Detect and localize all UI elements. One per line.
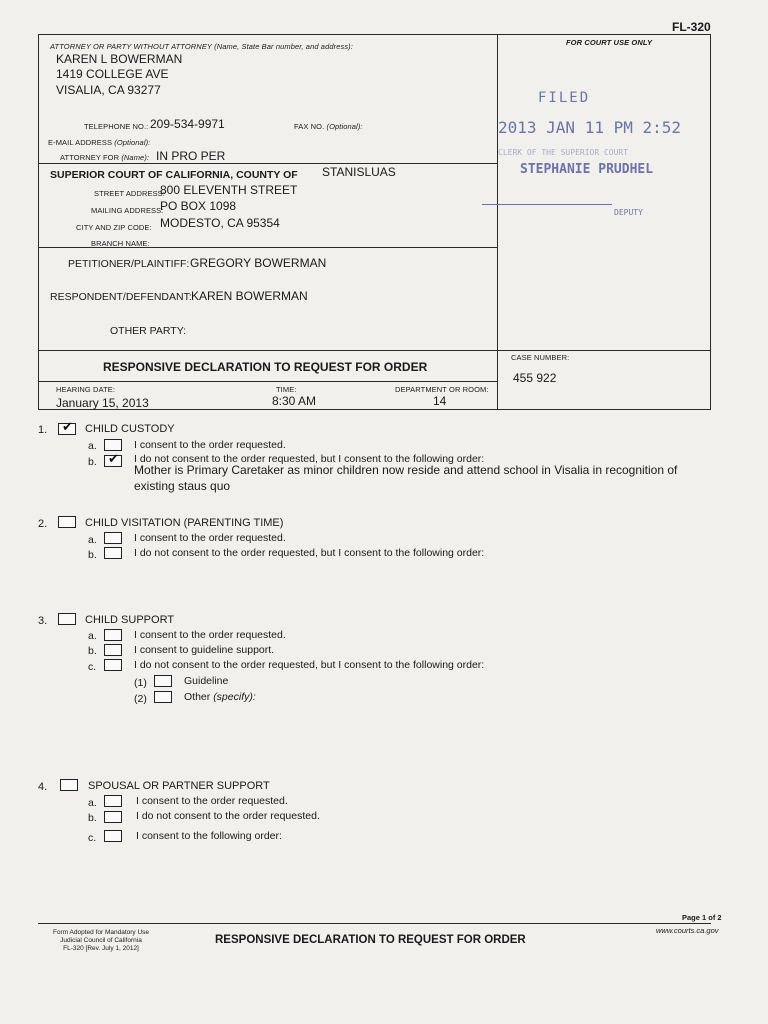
s3-c1-text: Guideline <box>184 675 229 687</box>
form-id: FL-320 <box>672 20 711 34</box>
s1-b-checkbox[interactable] <box>104 455 122 467</box>
s4-title: SPOUSAL OR PARTNER SUPPORT <box>88 780 270 792</box>
s2-title: CHILD VISITATION (PARENTING TIME) <box>85 517 284 529</box>
court-county: STANISLUAS <box>322 165 396 179</box>
s2-number: 2. <box>38 518 48 530</box>
s4-number: 4. <box>38 781 48 793</box>
court-title: SUPERIOR COURT OF CALIFORNIA, COUNTY OF <box>50 169 298 181</box>
street-label: STREET ADDRESS: <box>94 189 165 198</box>
page-number: Page 1 of 2 <box>682 913 722 922</box>
attorney-name: KAREN L BOWERMAN <box>56 52 183 66</box>
s2-b-letter: b. <box>88 549 97 561</box>
form-title: RESPONSIVE DECLARATION TO REQUEST FOR ORDER <box>103 360 428 374</box>
hearing-time-label: TIME: <box>276 385 297 394</box>
stamp-name: STEPHANIE PRUDHEL <box>520 162 654 177</box>
telephone-label: TELEPHONE NO.: <box>84 122 149 131</box>
dept-label: DEPARTMENT OR ROOM: <box>395 385 489 394</box>
email-label: E-MAIL ADDRESS (Optional): <box>48 138 151 147</box>
fax-label: FAX NO. (Optional): <box>294 122 363 131</box>
s3-c-letter: c. <box>88 661 97 673</box>
footer-adopted: Form Adopted for Mandatory Use Judicial Council of California FL-320 [Rev. July 1, 2012] <box>52 929 150 952</box>
other-party-label: OTHER PARTY: <box>110 325 187 337</box>
s1-handwritten-2: existing staus quo <box>134 479 231 493</box>
attorney-label: ATTORNEY OR PARTY WITHOUT ATTORNEY (Name, State Bar number, and address): <box>50 42 353 51</box>
footer-url: www.courts.ca.gov <box>656 926 719 935</box>
s1-number: 1. <box>38 424 48 436</box>
hearing-time-value: 8:30 AM <box>272 394 317 408</box>
attorney-for-label: ATTORNEY FOR (Name): <box>60 153 150 162</box>
s3-c1-number: (1) <box>134 677 147 689</box>
s3-number: 3. <box>38 615 48 627</box>
s3-c2-text: Other (specify): <box>184 691 256 703</box>
s3-c-checkbox[interactable] <box>104 659 122 671</box>
s3-b-letter: b. <box>88 645 97 657</box>
s3-c1-checkbox[interactable] <box>154 675 172 687</box>
mailing-value: PO BOX 1098 <box>160 199 237 213</box>
s4-b-checkbox[interactable] <box>104 811 122 823</box>
s1-a-text: I consent to the order requested. <box>134 439 286 451</box>
s3-b-text: I consent to guideline support. <box>134 644 275 656</box>
s2-b-text: I do not consent to the order requested, but I consent to the following order: <box>134 547 485 559</box>
hearing-date-label: HEARING DATE: <box>56 385 116 394</box>
case-number-label: CASE NUMBER: <box>511 353 570 362</box>
attorney-for-value: IN PRO PER <box>156 149 226 163</box>
stamp-date: 2013 JAN 11 PM 2:52 <box>498 118 682 137</box>
city-value: MODESTO, CA 95354 <box>160 216 280 230</box>
s1-b-letter: b. <box>88 456 97 468</box>
stamp-line <box>482 204 612 205</box>
mailing-label: MAILING ADDRESS: <box>91 206 164 215</box>
s4-c-text: I consent to the following order: <box>136 830 282 842</box>
stamp-deputy: DEPUTY <box>614 208 643 217</box>
footer-rule <box>38 923 711 924</box>
attorney-address1: 1419 COLLEGE AVE <box>56 67 169 81</box>
s4-a-letter: a. <box>88 797 97 809</box>
s1-handwritten-1: Mother is Primary Caretaker as minor children now reside and attend school in Visalia in recognition of <box>134 463 678 477</box>
s3-b-checkbox[interactable] <box>104 644 122 656</box>
s4-b-text: I do not consent to the order requested. <box>136 810 320 822</box>
stamp-filed: FILED <box>538 90 591 106</box>
court-use-label: FOR COURT USE ONLY <box>566 38 653 47</box>
stamp-clerk: CLERK OF THE SUPERIOR COURT <box>498 148 629 157</box>
s2-a-checkbox[interactable] <box>104 532 122 544</box>
s4-c-letter: c. <box>88 832 97 844</box>
s3-checkbox[interactable] <box>58 613 76 625</box>
case-number-value: 455 922 <box>513 371 557 385</box>
dept-value: 14 <box>433 394 447 408</box>
city-label: CITY AND ZIP CODE: <box>76 223 152 232</box>
s2-a-letter: a. <box>88 534 97 546</box>
street-value: 800 ELEVENTH STREET <box>160 183 298 197</box>
attorney-address2: VISALIA, CA 93277 <box>56 83 161 97</box>
s1-a-checkbox[interactable] <box>104 439 122 451</box>
s3-title: CHILD SUPPORT <box>85 614 175 626</box>
s2-checkbox[interactable] <box>58 516 76 528</box>
s4-checkbox[interactable] <box>60 779 78 791</box>
footer-title: RESPONSIVE DECLARATION TO REQUEST FOR ORDER <box>215 934 526 946</box>
respondent-value: KAREN BOWERMAN <box>191 289 308 303</box>
s4-a-text: I consent to the order requested. <box>136 795 288 807</box>
s1-checkbox[interactable] <box>58 423 76 435</box>
petitioner-label: PETITIONER/PLAINTIFF: <box>68 258 190 270</box>
s2-a-text: I consent to the order requested. <box>134 532 286 544</box>
s3-a-checkbox[interactable] <box>104 629 122 641</box>
hearing-date-value: January 15, 2013 <box>56 396 149 410</box>
respondent-label: RESPONDENT/DEFENDANT: <box>50 291 192 303</box>
s1-a-letter: a. <box>88 440 97 452</box>
s3-c2-checkbox[interactable] <box>154 691 172 703</box>
s4-b-letter: b. <box>88 812 97 824</box>
s3-a-text: I consent to the order requested. <box>134 629 286 641</box>
telephone-value: 209-534-9971 <box>150 117 225 131</box>
s3-a-letter: a. <box>88 630 97 642</box>
petitioner-value: GREGORY BOWERMAN <box>190 256 327 270</box>
s4-a-checkbox[interactable] <box>104 795 122 807</box>
s1-title: CHILD CUSTODY <box>85 423 175 435</box>
s3-c-text: I do not consent to the order requested, but I consent to the following order: <box>134 659 485 671</box>
s2-b-checkbox[interactable] <box>104 547 122 559</box>
s1-b-text: I do not consent to the order requested, but I consent to the following order: <box>134 453 485 465</box>
s4-c-checkbox[interactable] <box>104 830 122 842</box>
s3-c2-number: (2) <box>134 693 147 705</box>
branch-label: BRANCH NAME: <box>91 239 150 248</box>
